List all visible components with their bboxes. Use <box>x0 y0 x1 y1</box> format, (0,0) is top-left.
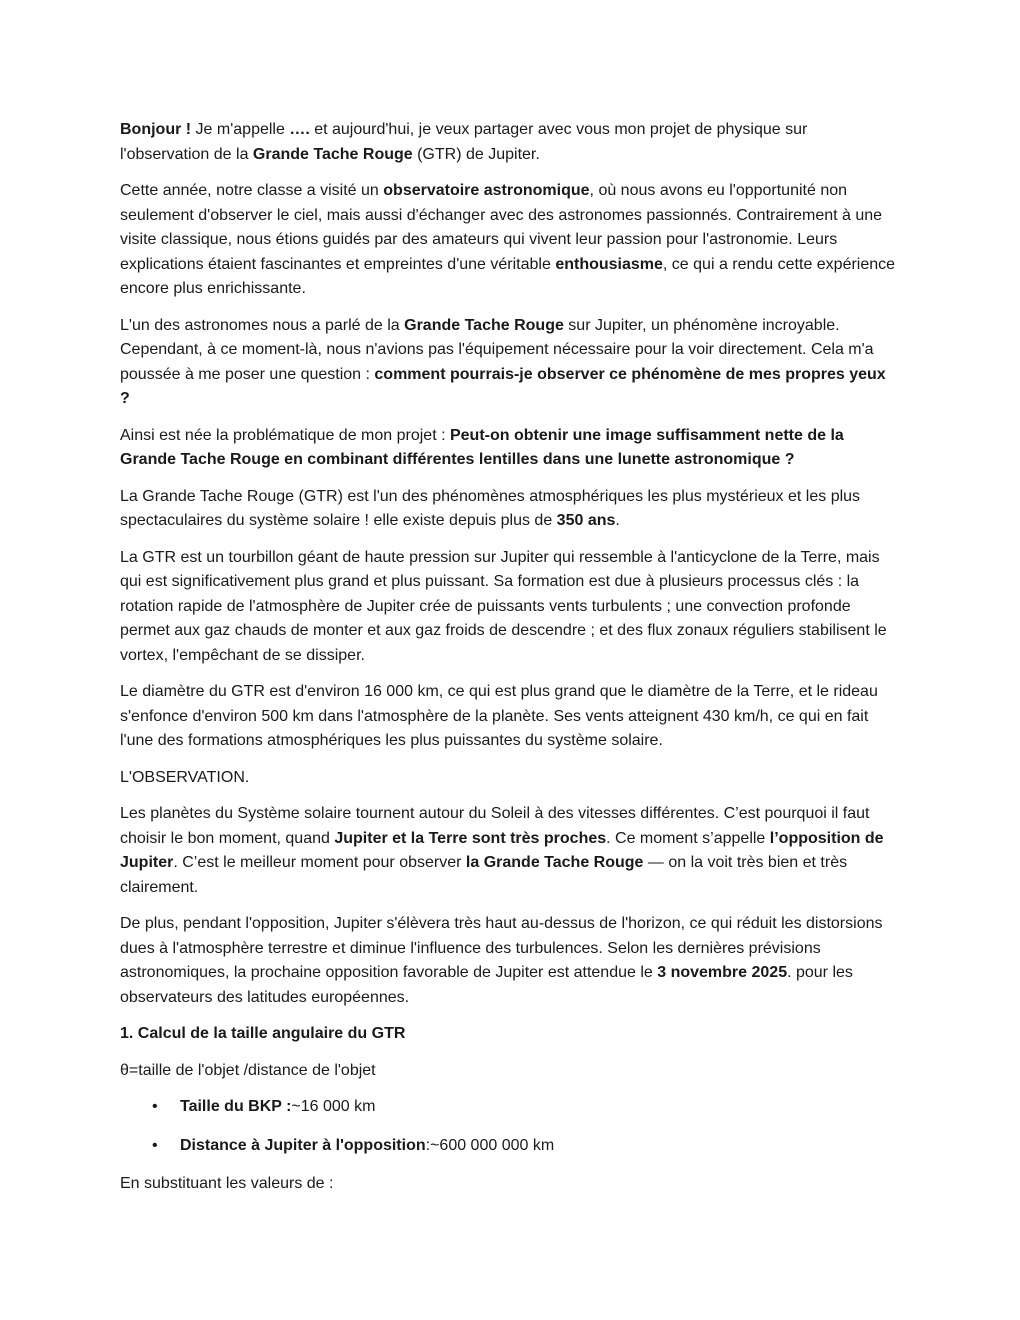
formula: θ=taille de l'objet /distance de l'objet <box>120 1061 376 1079</box>
closing-line: En substituant les valeurs de : <box>120 1175 334 1192</box>
opposition-date-paragraph: De plus, pendant l'opposition, Jupiter s'élèvera très haut au-dessus de l'horizon, ce qui réduit les distorsions dues à l'atmosphère terrestre et diminue l'influence des turbulences. Selon les dernières prévisions astronomiques, la prochaine opposition favorable de Jupiter est attendue le 3 novembre 2025. pour les observateurs des latitudes européennes. <box>120 915 883 1006</box>
gtr-formation-paragraph: La GTR est un tourbillon géant de haute pression sur Jupiter qui ressemble à l'anticyclone de la Terre, mais qui est significativement plus grand et plus puissant. Sa formation est due à plusieurs processus clés : la rotation rapide de l'atmosphère de Jupiter crée de puissants vents turbulents ; une convection profonde permet aux gaz chauds de monter et aux gaz froids de descendre ; et des flux zonaux réguliers stabilisent le vortex, l'empêchant de se dissiper. <box>120 548 887 664</box>
list-item: • Taille du BKP :~16 000 km <box>180 1095 898 1120</box>
list-item: • Distance à Jupiter à l'opposition:~600 000 000 km <box>180 1134 898 1159</box>
opposition-paragraph: Les planètes du Système solaire tournent autour du Soleil à des vitesses différentes. C’est pourquoi il faut choisir le bon moment, quand Jupiter et la Terre sont très proches. Ce moment s’appelle l’opposition de Jupiter. C’est le meilleur moment pour observer la Grande Tache Rouge — on la voit très bien et très clairement. <box>120 805 884 896</box>
gtr-size-paragraph: Le diamètre du GTR est d'environ 16 000 km, ce qui est plus grand que le diamètre de la Terre, et le rideau s'enfonce d'environ 500 km dans l'atmosphère de la planète. Ses vents atteignent 430 km/h, ce qui en fait l'une des formations atmosphériques les plus puissantes du système solaire. <box>120 683 878 749</box>
document-page <box>120 118 898 1209</box>
visit-paragraph: Cette année, notre classe a visité un observatoire astronomique, où nous avons eu l'opportunité non seulement d'observer le ciel, mais aussi d'échanger avec des astronomes passionnés. Contrairement à une visite classique, nous étions guidés par des amateurs qui vivent leur passion pour l'astronomie. Leurs explications étaient fascinantes et empreintes d'une véritable enthousiasme, ce qui a rendu cette expérience encore plus enrichissante. <box>120 182 896 297</box>
gtr-intro-paragraph: La Grande Tache Rouge (GTR) est l'un des phénomènes atmosphériques les plus mystérieux et les plus spectaculaires du système solaire ! elle existe depuis plus de 350 ans. <box>120 487 861 529</box>
section-heading: 1. Calcul de la taille angulaire du GTR <box>120 1025 406 1042</box>
greeting: Bonjour ! <box>120 121 192 138</box>
question-paragraph: L'un des astronomes nous a parlé de la Grande Tache Rouge sur Jupiter, un phénomène incroyable. Cependant, à ce moment-là, nous n'avions pas l'équipement nécessaire pour la voir directement. Cela m'a poussée à me poser une question : comment pourrais-je observer ce phénomène de mes propres yeux ? <box>120 316 886 407</box>
observation-heading: L'OBSERVATION. <box>120 768 250 786</box>
values-list <box>120 1095 898 1158</box>
name-placeholder: …. <box>289 121 310 138</box>
problem-paragraph: Ainsi est née la problématique de mon projet : Peut-on obtenir une image suffisamment nette de la Grande Tache Rouge en combinant différentes lentilles dans une lunette astronomique ? <box>120 426 844 468</box>
intro-paragraph: Bonjour ! Je m'appelle …. et aujourd'hui, je veux partager avec vous mon projet de physique sur l'observation de la Grande Tache Rouge (GTR) de Jupiter. <box>120 121 808 163</box>
